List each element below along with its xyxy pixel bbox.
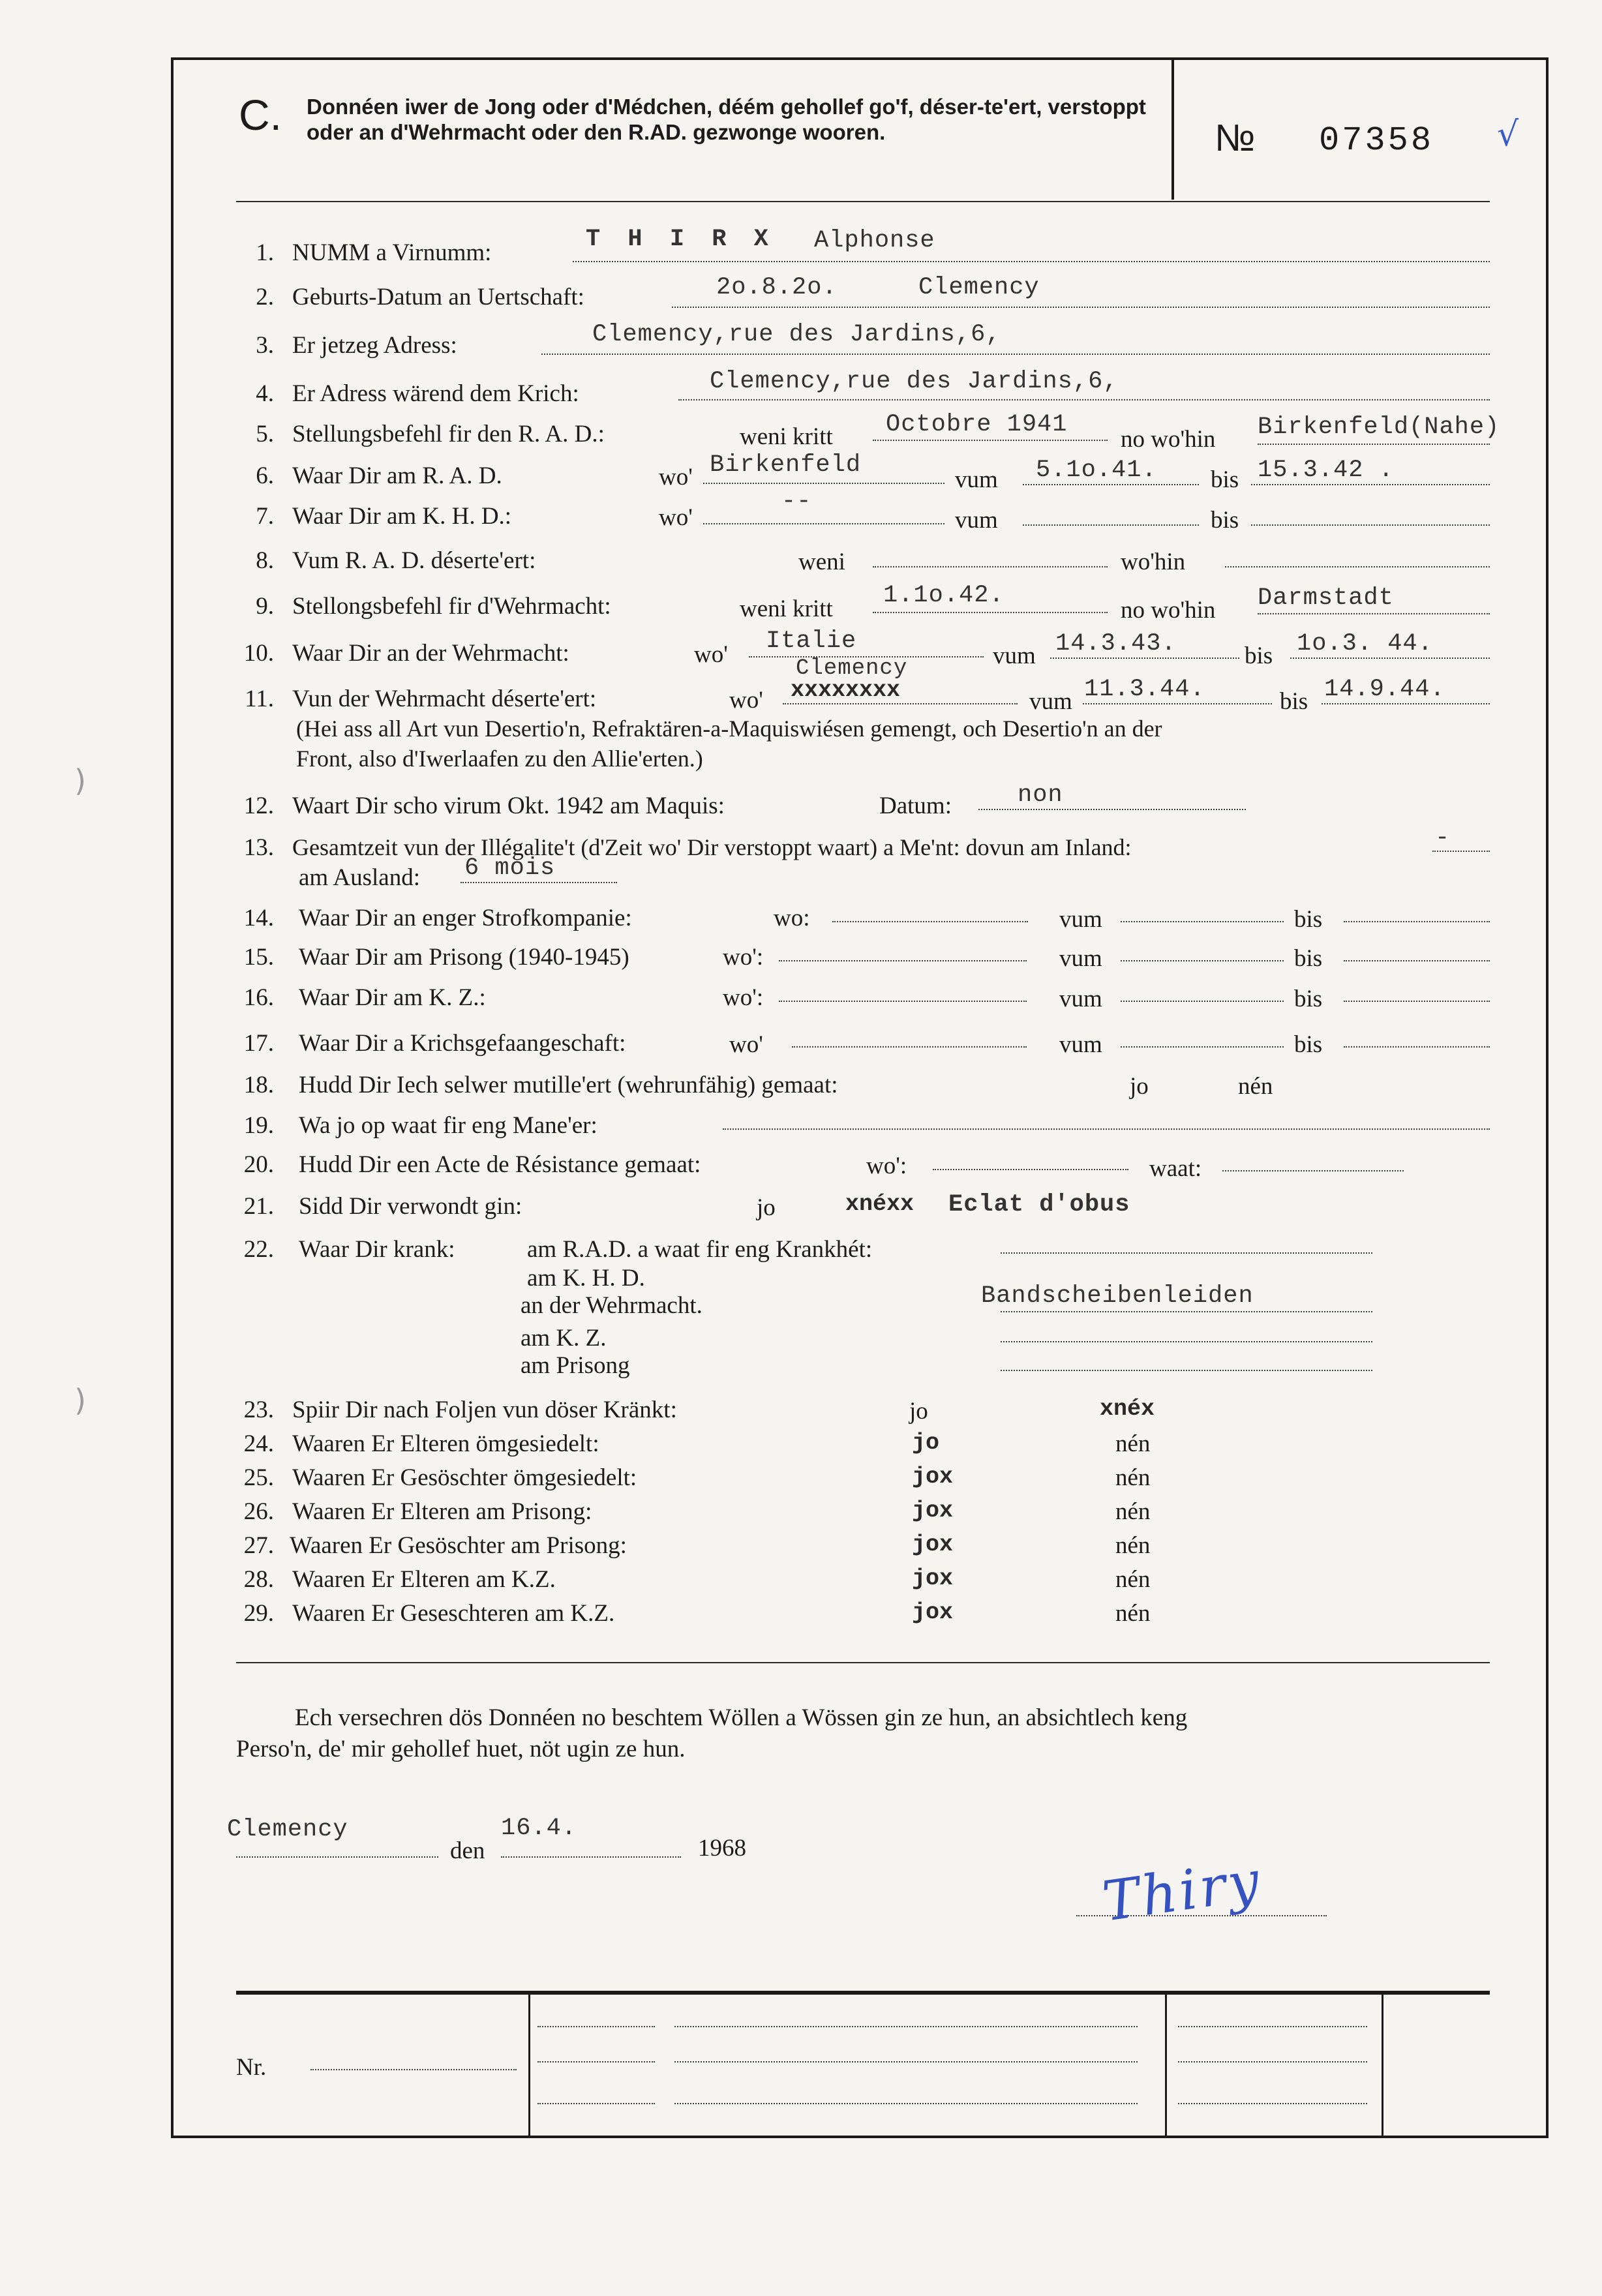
rad-from-field[interactable] (1023, 484, 1199, 485)
handwritten-signature: Thiry (1098, 1848, 1266, 1934)
wehrmacht-order-date-field[interactable] (873, 612, 1108, 613)
footer-field[interactable] (1178, 2026, 1367, 2027)
row-number: 15. (243, 944, 274, 971)
punch-hole-mark: ) (74, 1383, 86, 1418)
rad-order-place-value: Birkenfeld(Nahe) (1258, 414, 1500, 441)
header-rule (236, 201, 1490, 202)
where-label: wo' (659, 464, 693, 491)
parents-resettled-label: Waaren Er Elteren ömgesiedelt: (292, 1430, 599, 1457)
declaration-text: Ech versechren dös Donnéen no beschtem Wöllen a Wössen gin ze hun, an absichtlech keng (295, 1704, 1188, 1731)
rad-until-field[interactable] (1251, 484, 1490, 485)
den-label: den (450, 1837, 485, 1864)
where-label: wo' (729, 687, 763, 714)
row-number: 13. (243, 834, 274, 861)
rad-label: Waar Dir am R. A. D. (292, 462, 502, 489)
struck-out-text: jox (912, 1532, 954, 1558)
where-label: wo': (723, 944, 764, 971)
khd-place-value: -- (781, 488, 812, 515)
number-symbol: № (1215, 117, 1256, 159)
rad-desert-label: Vum R. A. D. déserte'ert: (292, 547, 536, 574)
from-label: vum (1059, 945, 1102, 972)
row-number: 24. (243, 1430, 274, 1457)
until-label: bis (1294, 986, 1323, 1012)
illness-prison-label: am Prisong (521, 1352, 630, 1379)
wehrmacht-order-place-field[interactable] (1258, 613, 1490, 614)
no-option[interactable]: nén (1115, 1498, 1151, 1525)
strofkompanie-from-field[interactable] (1121, 921, 1284, 922)
footer-field[interactable] (674, 2026, 1138, 2027)
nr-label: Nr. (236, 2054, 267, 2081)
pow-from-field[interactable] (1121, 1046, 1284, 1048)
where-to-label: no wo'hin (1121, 597, 1216, 624)
no-option[interactable]: nén (1115, 1464, 1151, 1491)
date-label: Datum: (879, 793, 952, 819)
signing-place-field[interactable] (236, 1856, 438, 1858)
row-number: 27. (243, 1532, 274, 1559)
rad-order-date-value: Octobre 1941 (886, 411, 1068, 438)
footer-field[interactable] (537, 2026, 655, 2027)
footer-field[interactable] (1178, 2061, 1367, 2062)
footer-field[interactable] (674, 2103, 1138, 2104)
name-field[interactable] (573, 261, 1490, 262)
row-number: 9. (256, 593, 274, 620)
desert-until-field[interactable] (1322, 703, 1490, 704)
desertion-note: Front, also d'Iwerlaafen zu den Allie'erten.) (296, 746, 703, 772)
kz-from-field[interactable] (1121, 1001, 1284, 1002)
footer-field[interactable] (537, 2103, 655, 2104)
resistance-place-field[interactable] (933, 1169, 1128, 1170)
wehrmacht-order-date-value: 1.1o.42. (883, 582, 1005, 609)
desert-until-value: 14.9.44. (1324, 676, 1445, 703)
address-label: Er jetzeg Adress: (292, 332, 457, 359)
illness-kz-field[interactable] (1001, 1341, 1372, 1342)
footer-divider (528, 1992, 530, 2137)
strofkompanie-until-field[interactable] (1344, 921, 1490, 922)
section-letter: C. (239, 91, 282, 139)
signing-date-field[interactable] (501, 1856, 681, 1858)
rad-until-value: 15.3.42 . (1258, 457, 1394, 484)
row-number: 2. (256, 284, 274, 310)
row-number: 3. (256, 332, 274, 359)
where-label: wo' (659, 504, 693, 531)
yes-option[interactable]: jo (1130, 1073, 1149, 1100)
wehrmacht-label: Waar Dir an der Wehrmacht: (292, 640, 569, 667)
parents-prison-label: Waaren Er Elteren am Prisong: (292, 1498, 592, 1525)
where-label: wo: (774, 905, 810, 931)
rad-place-field[interactable] (703, 483, 945, 484)
wehrmacht-desert-place-value: Clemency (796, 656, 908, 681)
maquis-label: Waart Dir scho virum Okt. 1942 am Maquis: (292, 793, 725, 819)
strofkompanie-label: Waar Dir an enger Strofkompanie: (299, 905, 632, 931)
row-number: 16. (243, 984, 274, 1011)
until-label: bis (1280, 688, 1308, 715)
maquis-field[interactable] (978, 809, 1246, 810)
wounded-label: Sidd Dir verwondt gin: (299, 1193, 522, 1220)
where-label: wo' (694, 641, 728, 668)
declaration-text: Perso'n, de' mir gehollef huet, nöt ugin ze hun. (236, 1736, 686, 1762)
inland-field[interactable] (1432, 851, 1490, 852)
current-address-field[interactable] (541, 354, 1490, 355)
resistance-what-field[interactable] (1222, 1170, 1404, 1171)
illness-label: Waar Dir krank: (299, 1236, 455, 1263)
wehrmacht-until-field[interactable] (1290, 657, 1490, 659)
parents-kz-label: Waaren Er Elteren am K.Z. (292, 1566, 556, 1593)
where-label: wo': (723, 984, 764, 1011)
war-address-value: Clemency,rue des Jardins,6, (710, 368, 1119, 395)
war-address-field[interactable] (678, 399, 1490, 400)
row-number: 25. (243, 1464, 274, 1491)
struck-out-text: jo (912, 1430, 940, 1456)
abroad-label: am Ausland: (299, 864, 421, 891)
rad-order-place-field[interactable] (1258, 444, 1490, 445)
current-address-value: Clemency,rue des Jardins,6, (592, 321, 1001, 348)
until-label: bis (1211, 466, 1239, 493)
abroad-value: 6 mois (464, 854, 556, 882)
prison-from-field[interactable] (1121, 960, 1284, 961)
illness-khd-label: am K. H. D. (527, 1265, 645, 1292)
wehrmacht-from-field[interactable] (1050, 657, 1239, 659)
footer-field[interactable] (537, 2061, 655, 2062)
row-number: 11. (245, 686, 274, 712)
row-number: 12. (243, 793, 274, 819)
yes-option[interactable]: jo (909, 1398, 928, 1425)
illness-kz-label: am K. Z. (521, 1325, 607, 1352)
what-label: waat: (1149, 1155, 1202, 1182)
from-label: vum (955, 466, 998, 493)
no-option[interactable]: nén (1115, 1600, 1151, 1627)
signing-year: 1968 (698, 1835, 746, 1862)
illness-wehrmacht-label: an der Wehrmacht. (521, 1292, 703, 1319)
wound-cause-value: Eclat d'obus (948, 1191, 1130, 1218)
struck-out-text: xnéx (1100, 1396, 1155, 1422)
when-label: weni kritt (740, 423, 833, 450)
no-option[interactable]: nén (1115, 1532, 1151, 1559)
no-option[interactable]: nén (1115, 1566, 1151, 1593)
where-to-label: no wo'hin (1121, 426, 1216, 453)
section-rule (236, 1662, 1490, 1663)
name-label: NUMM a Virnumm: (292, 239, 492, 266)
wehrmacht-desert-place-field[interactable] (783, 703, 1018, 704)
row-number: 22. (243, 1236, 274, 1263)
wehrmacht-until-value: 1o.3. 44. (1297, 630, 1433, 657)
no-option[interactable]: nén (1238, 1073, 1273, 1100)
kz-until-field[interactable] (1344, 1001, 1490, 1002)
pow-place-field[interactable] (792, 1046, 1027, 1048)
khd-from-field[interactable] (1023, 524, 1199, 526)
firstname-value: Alphonse (814, 227, 935, 254)
war-address-label: Er Adress wärend dem Krich: (292, 380, 579, 407)
rad-desert-place-field[interactable] (1225, 566, 1490, 567)
row-number: 17. (243, 1030, 274, 1057)
row-number: 28. (243, 1566, 274, 1593)
footer-divider (1165, 1992, 1167, 2137)
nr-field[interactable] (310, 2069, 517, 2070)
struck-out-text: xnéxx (845, 1191, 914, 1217)
rad-desert-date-field[interactable] (873, 566, 1108, 567)
check-mark-icon: √ (1497, 115, 1519, 154)
until-label: bis (1211, 507, 1239, 534)
row-number: 10. (243, 640, 274, 667)
rad-order-label: Stellungsbefehl fir den R. A. D.: (292, 421, 605, 447)
birth-place-value: Clemency (918, 274, 1040, 301)
desert-from-value: 11.3.44. (1084, 676, 1205, 703)
row-number: 6. (256, 462, 274, 489)
wehrmacht-place-value: Italie (766, 627, 857, 655)
form-number: 07358 (1319, 121, 1434, 160)
illness-value: Bandscheibenleiden (981, 1282, 1254, 1310)
illegality-label: Gesamtzeit vun der Illégalite't (d'Zeit wo' Dir verstoppt waart) a Me'nt: dovun am Inland: (292, 834, 1132, 860)
row-number: 8. (256, 547, 274, 574)
row-number: 14. (243, 905, 274, 931)
mutilation-label: Hudd Dir Iech selwer mutille'ert (wehrunfähig) gemaat: (299, 1072, 838, 1098)
footer-divider (1382, 1992, 1383, 2137)
illness-rad-field[interactable] (1001, 1252, 1372, 1254)
from-label: vum (1029, 688, 1072, 715)
no-option[interactable]: nén (1115, 1430, 1151, 1457)
illness-prison-field[interactable] (1001, 1370, 1372, 1371)
wehrmacht-desert-label: Vun der Wehrmacht déserte'ert: (292, 686, 597, 712)
struck-out-text: jox (912, 1464, 954, 1490)
row-number: 19. (243, 1112, 274, 1139)
from-label: vum (993, 642, 1036, 669)
kz-place-field[interactable] (779, 1001, 1027, 1002)
when-label: weni kritt (740, 596, 833, 622)
prison-place-field[interactable] (779, 960, 1027, 961)
strofkompanie-place-field[interactable] (832, 921, 1028, 922)
pow-until-field[interactable] (1344, 1046, 1490, 1048)
struck-out-text: jox (912, 1498, 954, 1524)
manner-field[interactable] (723, 1128, 1490, 1130)
row-number: 1. (256, 239, 274, 266)
manner-label: Wa jo op waat fir eng Mane'er: (299, 1112, 597, 1139)
desertion-note: (Hei ass all Art vun Desertio'n, Refraktären-a-Maquiswiésen gemengt, och Desertio'n an der (296, 716, 1162, 742)
prison-until-field[interactable] (1344, 960, 1490, 961)
struck-out-text: jox (912, 1599, 954, 1625)
wehrmacht-order-label: Stellongsbefehl fir d'Wehrmacht: (292, 593, 611, 620)
from-label: vum (1059, 906, 1102, 933)
row-number: 21. (243, 1193, 274, 1220)
wehrmacht-order-place-value: Darmstadt (1258, 584, 1394, 612)
where-label: wo' (729, 1031, 763, 1058)
punch-hole-mark: ) (74, 763, 86, 798)
pow-label: Waar Dir a Krichsgefaangeschaft: (299, 1030, 626, 1057)
until-label: bis (1294, 1031, 1323, 1058)
desert-from-field[interactable] (1083, 703, 1272, 704)
rad-order-date-field[interactable] (873, 440, 1108, 441)
birth-date-value: 2o.8.2o. (716, 274, 838, 301)
from-label: vum (955, 507, 998, 534)
until-label: bis (1294, 945, 1323, 972)
surname-value: T H I R X (586, 226, 775, 253)
signing-date-value: 16.4. (501, 1815, 577, 1842)
until-label: bis (1245, 642, 1273, 669)
row-number: 4. (256, 380, 274, 407)
kz-label: Waar Dir am K. Z.: (299, 984, 486, 1011)
row-number: 18. (243, 1072, 274, 1098)
prison-label: Waar Dir am Prisong (1940-1945) (299, 944, 629, 971)
until-label: bis (1294, 906, 1323, 933)
signing-place-value: Clemency (227, 1816, 348, 1843)
siblings-resettled-label: Waaren Er Gesöschter ömgesiedelt: (292, 1464, 637, 1491)
where-label: wo': (866, 1153, 907, 1179)
when-label: weni (798, 549, 845, 575)
khd-place-field[interactable] (703, 523, 945, 524)
footer-field[interactable] (1178, 2103, 1367, 2104)
siblings-kz-label: Waaren Er Geseschteren am K.Z. (292, 1600, 615, 1627)
row-number: 23. (243, 1397, 274, 1423)
from-label: vum (1059, 1031, 1102, 1058)
khd-until-field[interactable] (1251, 524, 1490, 526)
maquis-value: non (1018, 781, 1063, 809)
row-number: 26. (243, 1498, 274, 1525)
row-number: 7. (256, 503, 274, 530)
footer-field[interactable] (674, 2061, 1138, 2062)
from-label: vum (1059, 986, 1102, 1012)
struck-out-text: xxxxxxxx (791, 677, 901, 703)
rad-from-value: 5.1o.41. (1036, 457, 1157, 484)
resistance-label: Hudd Dir een Acte de Résistance gemaat: (299, 1151, 701, 1178)
wehrmacht-from-value: 14.3.43. (1055, 630, 1177, 657)
row-number: 29. (243, 1600, 274, 1627)
rad-place-value: Birkenfeld (710, 451, 862, 479)
illness-rad-label: am R.A.D. a waat fir eng Krankhét: (527, 1236, 873, 1263)
where-to-label: wo'hin (1121, 549, 1186, 575)
birth-field[interactable] (672, 307, 1490, 308)
struck-out-text: jox (912, 1565, 954, 1592)
abroad-field[interactable] (461, 882, 617, 883)
khd-label: Waar Dir am K. H. D.: (292, 503, 512, 530)
yes-option[interactable]: jo (757, 1194, 776, 1221)
row-number: 5. (256, 421, 274, 447)
aftereffects-label: Spiir Dir nach Foljen vun döser Kränkt: (292, 1397, 677, 1423)
row-number: 20. (243, 1151, 274, 1178)
footer-rule (236, 1991, 1490, 1995)
illness-wehrmacht-field[interactable] (1001, 1311, 1372, 1312)
section-heading: Donnéen iwer de Jong oder d'Médchen, déém gehollef go'f, déser-te'ert, verstoppt oder an d'Wehrmacht oder den R.AD. gezwonge wooren. (307, 95, 1146, 144)
siblings-prison-label: Waaren Er Gesöschter am Prisong: (290, 1532, 627, 1559)
birth-label: Geburts-Datum an Uertschaft: (292, 284, 584, 310)
inland-value: - (1435, 824, 1451, 852)
header-divider (1171, 60, 1174, 200)
